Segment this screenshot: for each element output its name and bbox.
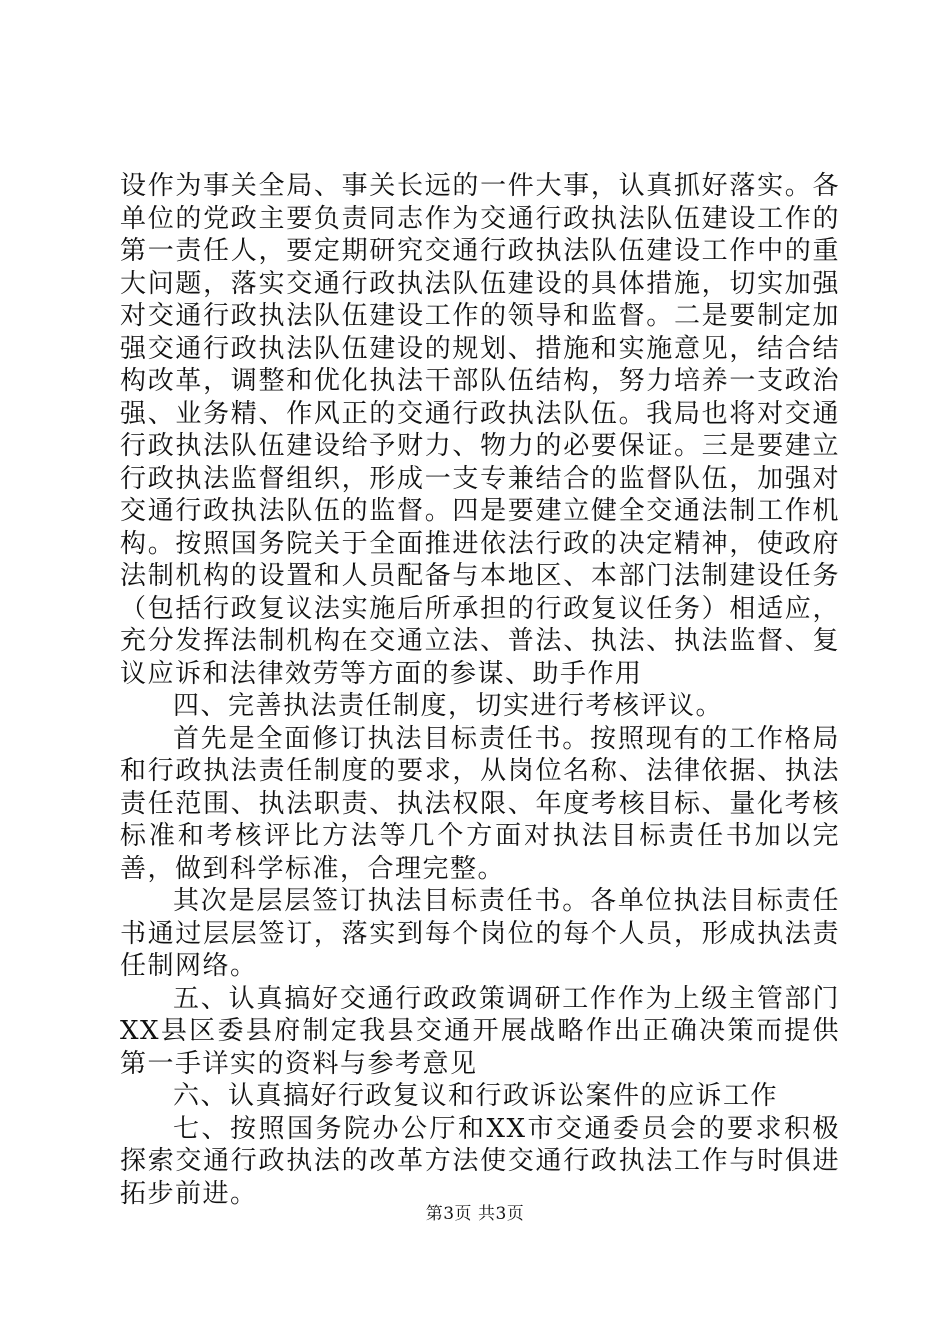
document-body	[120, 170, 840, 1210]
paragraph-section-five: 五、认真搞好交通行政政策调研工作作为上级主管部门XX县区委县府制定我县交通开展战略作出正确决策而提供第一手详实的资料与参考意见	[120, 983, 840, 1079]
paragraph-revise-responsibility: 首先是全面修订执法目标责任书。按照现有的工作格局和行政执法责任制度的要求，从岗位名称、法律依据、执法责任范围、执法职责、执法权限、年度考核目标、量化考核标准和考核评比方法等几个方面对执法目标责任书加以完善，做到科学标准，合理完整。	[120, 723, 840, 884]
page-number: 第3页 共3页	[425, 1204, 525, 1224]
paragraph-continuation: 设作为事关全局、事关长远的一件大事，认真抓好落实。各单位的党政主要负责同志作为交通行政执法队伍建设工作的第一责任人，要定期研究交通行政执法队伍建设工作中的重大问题，落实交通行政执法队伍建设的具体措施，切实加强对交通行政执法队伍建设工作的领导和监督。二是要制定加强交通行政执法队伍建设的规划、措施和实施意见，结合结构改革，调整和优化执法干部队伍结构，努力培养一支政治强、业务精、作风正的交通行政执法队伍。我局也将对交通行政执法队伍建设给予财力、物力的必要保证。三是要建立行政执法监督组织，形成一支专兼结合的监督队伍，加强对交通行政执法队伍的监督。四是要建立健全交通法制工作机构。按照国务院关于全面推进依法行政的决定精神，使政府法制机构的设置和人员配备与本地区、本部门法制建设任务（包括行政复议法实施后所承担的行政复议任务）相适应，充分发挥法制机构在交通立法、普法、执法、执法监督、复议应诉和法律效劳等方面的参谋、助手作用	[120, 171, 840, 689]
paragraph-section-four-heading: 四、完善执法责任制度，切实进行考核评议。	[173, 691, 724, 721]
paragraph-section-seven: 七、按照国务院办公厅和XX市交通委员会的要求积极探索交通行政执法的改革方法使交通行政执法工作与时俱进拓步前进。	[120, 1113, 840, 1209]
paragraph-sign-responsibility: 其次是层层签订执法目标责任书。各单位执法目标责任书通过层层签订，落实到每个岗位的每个人员，形成执法责任制网络。	[120, 886, 840, 981]
page-footer	[0, 1203, 950, 1225]
paragraph-section-six: 六、认真搞好行政复议和行政诉讼案件的应诉工作	[173, 1081, 779, 1111]
